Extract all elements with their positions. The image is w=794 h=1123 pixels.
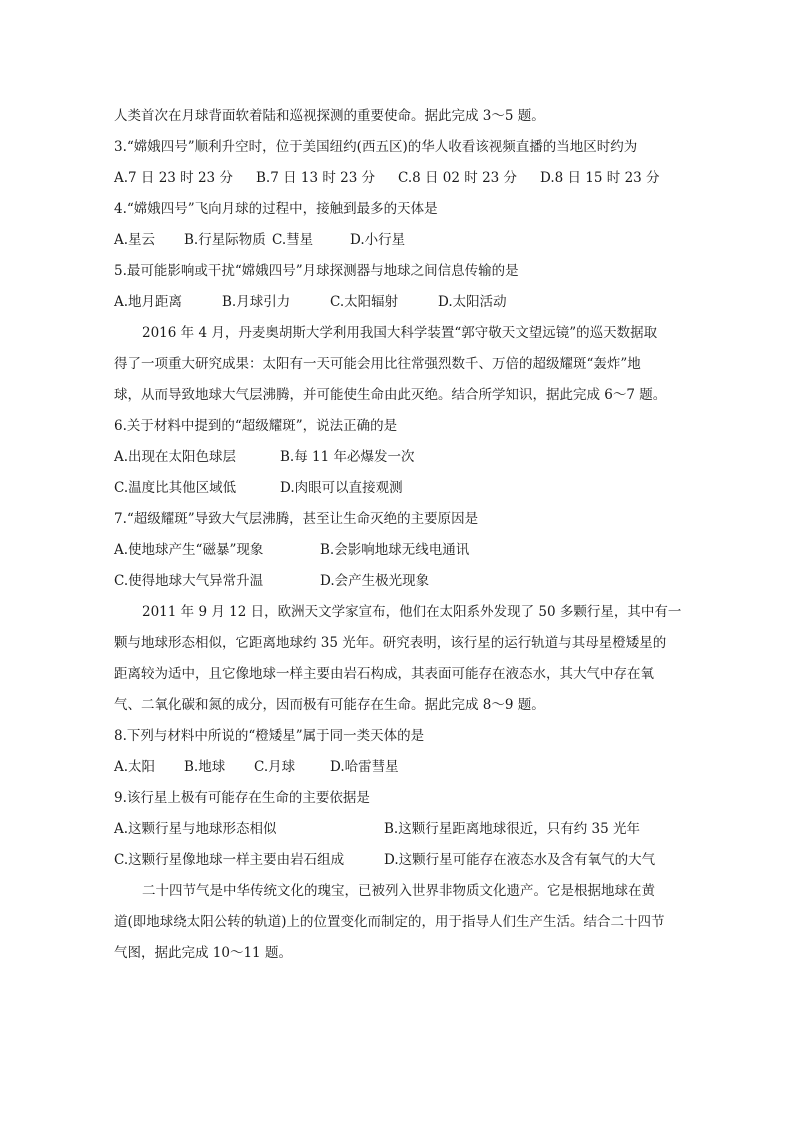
question-6-options-row-1 xyxy=(114,442,684,473)
q6-option-d: D.肉眼可以直接观测 xyxy=(280,480,403,496)
q7-option-a: A.使地球产生“磁暴”现象 xyxy=(114,542,264,558)
q3-option-a: A.7 日 23 时 23 分 xyxy=(114,170,233,186)
question-8-stem: 8.下列与材料中所说的“橙矮星”属于同一类天体的是 xyxy=(114,728,425,744)
q8-option-d: D.哈雷彗星 xyxy=(330,759,399,775)
q9-option-a: A.这颗行星与地球形态相似 xyxy=(114,821,277,837)
q3-option-b: B.7 日 13 时 23 分 xyxy=(256,170,376,186)
intro-tail: 人类首次在月球背面软着陆和巡视探测的重要使命。据此完成 3～5 题。 xyxy=(114,108,545,124)
q8-option-c: C.月球 xyxy=(254,759,296,775)
question-8-options xyxy=(114,752,684,783)
question-3-options xyxy=(114,163,684,194)
question-9-options-row-1 xyxy=(114,814,684,845)
question-7-options-row-2 xyxy=(114,566,684,597)
page-content xyxy=(114,101,684,969)
q5-option-c: C.太阳辐射 xyxy=(330,294,399,310)
question-3-stem: 3.“嫦娥四号”顺利升空时，位于美国纽约(西五区)的华人收看该视频直播的当地区时约为 xyxy=(114,139,638,155)
question-4-options xyxy=(114,225,684,256)
question-5-options xyxy=(114,287,684,318)
q3-option-c: C.8 日 02 时 23 分 xyxy=(398,170,518,186)
passage-2-line-3: 球，从而导致地球大气层沸腾，并可能使生命由此灭绝。结合所学知识，据此完成 6～7 题。 xyxy=(114,387,667,403)
q6-option-a: A.出现在太阳色球层 xyxy=(114,449,237,465)
passage-3-line-1: 2011 年 9 月 12 日，欧洲天文学家宣布，他们在太阳系外发现了 50 多颗行星，其中有一 xyxy=(142,604,682,620)
q3-option-d: D.8 日 15 时 23 分 xyxy=(540,170,660,186)
question-7-options-row-1 xyxy=(114,535,684,566)
passage-2-line-2: 得了一项重大研究成果：太阳有一天可能会用比往常强烈数千、万倍的超级耀斑“轰炸”地 xyxy=(114,356,641,372)
q4-option-d: D.小行星 xyxy=(350,232,406,248)
passage-4-line-1: 二十四节气是中华传统文化的瑰宝，已被列入世界非物质文化遗产。它是根据地球在黄 xyxy=(142,883,655,899)
question-7-stem: 7.“超级耀斑”导致大气层沸腾，甚至让生命灭绝的主要原因是 xyxy=(114,511,479,527)
question-9-stem: 9.该行星上极有可能存在生命的主要依据是 xyxy=(114,790,370,806)
q5-option-d: D.太阳活动 xyxy=(438,294,507,310)
q7-option-b: B.会影响地球无线电通讯 xyxy=(320,542,470,558)
question-5-stem: 5.最可能影响或干扰“嫦娥四号”月球探测器与地球之间信息传输的是 xyxy=(114,263,519,279)
question-6-stem: 6.关于材料中提到的“超级耀斑”，说法正确的是 xyxy=(114,418,398,434)
q7-option-c: C.使得地球大气异常升温 xyxy=(114,573,264,589)
passage-4-line-3: 气图，据此完成 10～11 题。 xyxy=(114,945,292,961)
q4-option-a: A.星云 xyxy=(114,232,156,248)
question-6-options-row-2 xyxy=(114,473,684,504)
question-9-options-row-2 xyxy=(114,845,684,876)
passage-4-line-2: 道(即地球绕太阳公转的轨道)上的位置变化而制定的，用于指导人们生产生活。结合二十四节 xyxy=(114,914,665,930)
q8-option-a: A.太阳 xyxy=(114,759,156,775)
question-4-stem: 4.“嫦娥四号”飞向月球的过程中，接触到最多的天体是 xyxy=(114,201,438,217)
q9-option-b: B.这颗行星距离地球很近，只有约 35 光年 xyxy=(384,821,640,837)
q9-option-c: C.这颗行星像地球一样主要由岩石组成 xyxy=(114,852,345,868)
q5-option-a: A.地月距离 xyxy=(114,294,183,310)
q6-option-b: B.每 11 年必爆发一次 xyxy=(280,449,415,465)
q8-option-b: B.地球 xyxy=(184,759,226,775)
q9-option-d: D.这颗行星可能存在液态水及含有氧气的大气 xyxy=(384,852,656,868)
q6-option-c: C.温度比其他区域低 xyxy=(114,480,237,496)
passage-3-line-4: 气、二氧化碳和氮的成分，因而极有可能存在生命。据此完成 8～9 题。 xyxy=(114,697,545,713)
passage-3-line-3: 距离较为适中，且它像地球一样主要由岩石构成，其表面可能存在液态水，其大气中存在氧 xyxy=(114,666,654,682)
q7-option-d: D.会产生极光现象 xyxy=(320,573,430,589)
q4-option-b: B.行星际物质 xyxy=(184,232,266,248)
passage-2-line-1: 2016 年 4 月，丹麦奥胡斯大学利用我国大科学装置“郭守敬天文望远镜”的巡天数据取 xyxy=(142,325,658,341)
passage-3-line-2: 颗与地球形态相似，它距离地球约 35 光年。研究表明，该行星的运行轨道与其母星橙矮星的 xyxy=(114,635,667,651)
q5-option-b: B.月球引力 xyxy=(222,294,291,310)
q4-option-c: C.彗星 xyxy=(272,232,314,248)
